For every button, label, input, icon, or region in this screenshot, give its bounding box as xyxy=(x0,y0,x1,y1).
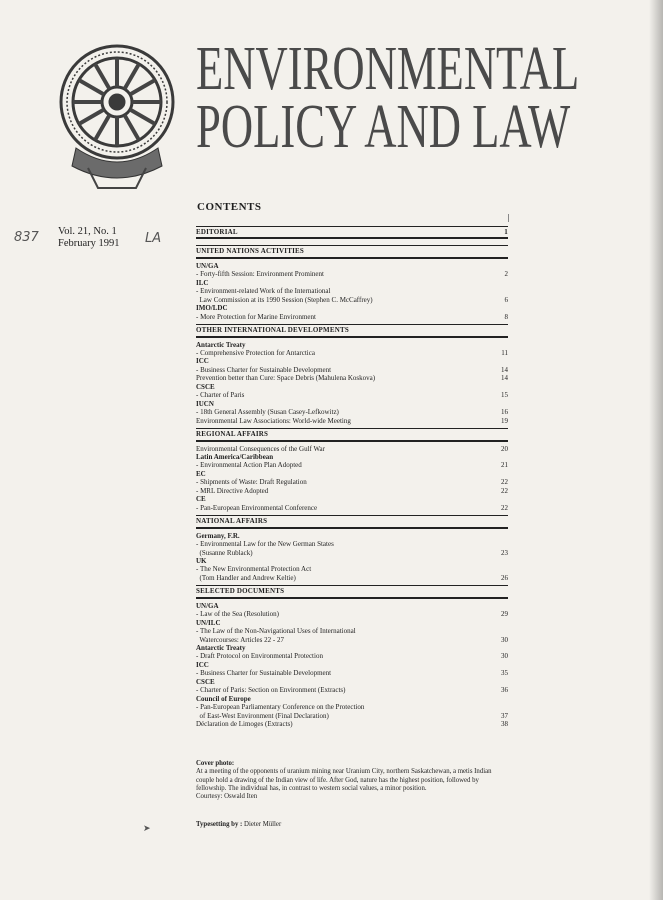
toc-entry xyxy=(196,461,508,469)
toc-entry-title: - Charter of Paris: Section on Environment (Extracts) xyxy=(196,686,346,695)
toc-entry-title: Déclaration de Limoges (Extracts) xyxy=(196,720,293,729)
toc-page-number: 6 xyxy=(504,295,508,304)
toc-page-number: 22 xyxy=(501,486,508,495)
toc-entry-title: (Susanne Rublack) xyxy=(196,548,253,557)
toc-entry-title: - Environmental Law for the New German States xyxy=(196,540,334,549)
toc-entry xyxy=(196,349,508,357)
toc-entry xyxy=(196,374,508,382)
toc-entry xyxy=(196,686,508,694)
handwritten-initials: LA xyxy=(145,231,162,246)
wheel-spoke xyxy=(130,80,155,95)
masthead-line-1: ENVIRONMENTAL xyxy=(196,35,580,103)
toc-entry-title: Law Commission at its 1990 Session (Stephen C. McCaffrey) xyxy=(196,295,373,304)
cover-courtesy: Courtesy: Oswald Iten xyxy=(196,793,258,801)
toc-entry xyxy=(196,487,508,495)
toc-entry xyxy=(196,296,508,304)
toc-entry-title: - MRL Directive Adopted xyxy=(196,486,269,495)
toc-entry xyxy=(196,408,508,416)
toc-entry-title: - Environment-related Work of the International xyxy=(196,287,331,296)
wheel-spoke xyxy=(130,110,155,125)
toc-page-number xyxy=(494,540,508,548)
toc-section-title: OTHER INTERNATIONAL DEVELOPMENTS xyxy=(196,326,349,335)
toc-entry-title: - Pan-European Environmental Conference xyxy=(196,503,318,512)
toc-entry xyxy=(196,669,508,677)
issue-volume: Vol. 21, No. 1 xyxy=(58,226,117,237)
toc-subheading: ICC xyxy=(196,660,209,669)
toc-section-title: EDITORIAL xyxy=(196,228,238,236)
toc-section xyxy=(196,246,508,258)
toc-page-number: 29 xyxy=(501,610,508,619)
toc-section xyxy=(196,516,508,528)
cover-text: At a meeting of the opponents of uranium mining near Uranium City, northern Saskatchewan, a metis Indian couple hold a drawing of the Indian view of life. After God, nature has the highest position, followed by fellowship. The individual has, in contrast to western social values, a minor position. xyxy=(196,768,492,792)
toc-page-number: 30 xyxy=(501,652,508,661)
toc-section xyxy=(196,429,508,441)
toc-entry xyxy=(196,636,508,644)
toc-entry xyxy=(196,478,508,486)
wheel-spoke xyxy=(125,115,140,140)
toc-entry xyxy=(196,504,508,512)
toc-page-number: 14 xyxy=(501,365,508,374)
toc-entry-title: - The Law of the Non-Navigational Uses of International xyxy=(196,627,356,636)
toc-entry xyxy=(196,391,508,399)
toc-page-number: 21 xyxy=(501,461,508,470)
toc-subheading: Antarctic Treaty xyxy=(196,644,246,653)
toc-entry-title: - More Protection for Marine Environment xyxy=(196,312,316,321)
wheel-spoke xyxy=(79,80,104,95)
toc-page-number: 26 xyxy=(501,573,508,582)
contents-heading: CONTENTS xyxy=(197,201,262,213)
toc-subheading: ICC xyxy=(196,357,209,366)
toc-entry-title: - Environmental Action Plan Adopted xyxy=(196,461,302,470)
toc-page-number xyxy=(494,703,508,711)
toc-entry-title: - Pan-European Parliamentary Conference on the Protection xyxy=(196,703,365,712)
toc-page-number: 37 xyxy=(501,711,508,720)
toc-entry-title: Environmental Law Associations: World-wide Meeting xyxy=(196,416,351,425)
toc-entry xyxy=(196,565,508,573)
toc-entry xyxy=(196,627,508,635)
toc-entry-title: Watercourses: Articles 22 - 27 xyxy=(196,635,284,644)
toc-page-number: 11 xyxy=(501,348,508,357)
toc-page-number: 38 xyxy=(501,720,508,729)
toc-entry xyxy=(196,652,508,660)
margin-tick xyxy=(508,214,509,222)
toc-section xyxy=(196,227,508,239)
toc-entry xyxy=(196,417,508,425)
toc-page-number: 15 xyxy=(501,391,508,400)
typesetting-label: Typesetting by : xyxy=(196,821,243,828)
toc-subheading: UN/GA xyxy=(196,601,219,610)
toc-entry-title: - 18th General Assembly (Susan Casey-Lefkowitz) xyxy=(196,408,339,417)
wheel-emblem-icon xyxy=(58,38,176,198)
toc-entry xyxy=(196,720,508,728)
toc-entry xyxy=(196,445,508,453)
toc-subheading: IUCN xyxy=(196,399,214,408)
toc-subheading: Antarctic Treaty xyxy=(196,340,246,349)
toc-page-number: 8 xyxy=(504,312,508,321)
toc-entry xyxy=(196,366,508,374)
page-edge-shadow xyxy=(649,0,663,900)
toc-entry-title: - Forty-fifth Session: Environment Prominent xyxy=(196,270,324,279)
toc-subheading: Germany, F.R. xyxy=(196,531,240,540)
toc-page-number: 16 xyxy=(501,408,508,417)
toc-page-number: 2 xyxy=(504,270,508,279)
toc-page-number: 14 xyxy=(501,374,508,383)
toc-entry xyxy=(196,540,508,548)
toc-subheading: UN/GA xyxy=(196,261,219,270)
toc-page-number: 19 xyxy=(501,416,508,425)
toc-page-number: 1 xyxy=(504,228,508,236)
toc-entry-title: - Comprehensive Protection for Antarctica xyxy=(196,348,315,357)
toc-entry-title: Environmental Consequences of the Gulf War xyxy=(196,444,325,453)
toc-page-number xyxy=(494,287,508,295)
toc-entry xyxy=(196,270,508,278)
toc-subheading: UK xyxy=(196,556,207,565)
typesetting-credit xyxy=(196,821,281,828)
cover-photo-note xyxy=(196,760,501,801)
toc-subheading: EC xyxy=(196,469,206,478)
toc-section-title: REGIONAL AFFAIRS xyxy=(196,430,269,439)
toc-page-number: 22 xyxy=(501,478,508,487)
toc-subheading: UN/ILC xyxy=(196,618,221,627)
arrow-mark-icon: ➤ xyxy=(143,823,151,833)
toc-section-title: NATIONAL AFFAIRS xyxy=(196,517,268,526)
toc-entry xyxy=(196,703,508,711)
toc-entry-title: - Draft Protocol on Environmental Protection xyxy=(196,652,323,661)
toc-page-number: 23 xyxy=(501,548,508,557)
toc-entry-title: - Business Charter for Sustainable Development xyxy=(196,669,332,678)
toc-page-number: 36 xyxy=(501,686,508,695)
toc-subheading: CE xyxy=(196,495,206,504)
toc-section xyxy=(196,586,508,598)
toc-section-title: UNITED NATIONS ACTIVITIES xyxy=(196,247,304,256)
toc-section xyxy=(196,325,508,337)
masthead xyxy=(196,35,580,161)
toc-entry xyxy=(196,549,508,557)
toc-subheading: Council of Europe xyxy=(196,694,251,703)
toc-entry-title: - Business Charter for Sustainable Development xyxy=(196,365,332,374)
toc-entry xyxy=(196,610,508,618)
wheel-spoke xyxy=(125,64,140,89)
issue-date: February 1991 xyxy=(58,238,120,249)
toc-subheading: CSCE xyxy=(196,382,215,391)
toc-entry-title: Prevention better than Cure: Space Debris (Mahulena Koskova) xyxy=(196,374,376,383)
toc-entry-title: - The New Environmental Protection Act xyxy=(196,565,312,574)
toc-entry-title: - Shipments of Waste: Draft Regulation xyxy=(196,478,307,487)
toc-page-number xyxy=(494,627,508,635)
table-of-contents xyxy=(196,226,508,729)
toc-page-number: 35 xyxy=(501,669,508,678)
handwritten-number: 837 xyxy=(14,230,39,245)
masthead-line-2: POLICY AND LAW xyxy=(196,93,571,161)
wheel-spoke xyxy=(95,64,110,89)
toc-subheading: CSCE xyxy=(196,677,215,686)
toc-entry xyxy=(196,712,508,720)
toc-entry xyxy=(196,313,508,321)
toc-page-number xyxy=(494,565,508,573)
toc-entry-title: - Charter of Paris xyxy=(196,391,245,400)
toc-entry-title: - Law of the Sea (Resolution) xyxy=(196,610,280,619)
toc-entry-title: of East-West Environment (Final Declaration) xyxy=(196,711,329,720)
toc-section-title: SELECTED DOCUMENTS xyxy=(196,587,285,596)
toc-subheading: Latin America/Caribbean xyxy=(196,452,274,461)
toc-page-number: 20 xyxy=(501,444,508,453)
toc-subheading: IMO/LDC xyxy=(196,304,228,313)
typesetting-name: Dieter Müller xyxy=(244,821,282,828)
cover-heading: Cover photo: xyxy=(196,760,235,767)
toc-entry xyxy=(196,287,508,295)
toc-page-number: 22 xyxy=(501,503,508,512)
toc-page-number: 30 xyxy=(501,635,508,644)
toc-entry xyxy=(196,574,508,582)
toc-subheading: ILC xyxy=(196,278,209,287)
wheel-spoke xyxy=(95,115,110,140)
toc-entry-title: (Tom Handler and Andrew Keltie) xyxy=(196,573,296,582)
wheel-spoke xyxy=(79,110,104,125)
issue-info xyxy=(58,226,120,250)
